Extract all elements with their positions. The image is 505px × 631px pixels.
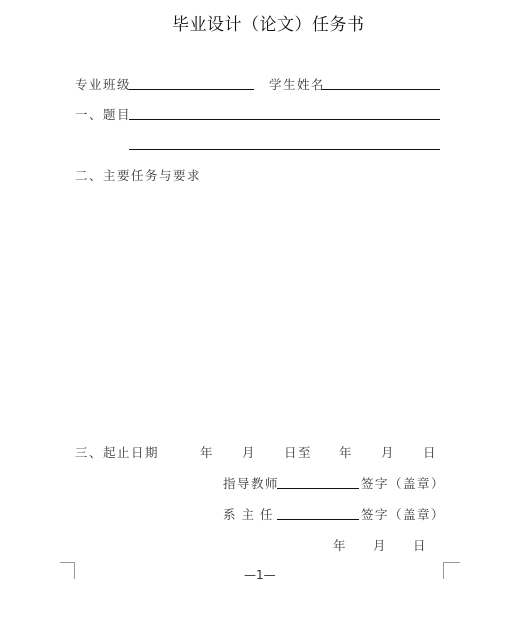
section-tasks-label: 二、主要任务与要求 <box>75 168 202 183</box>
dept-head-sign-label: 签字（盖章） <box>361 507 446 522</box>
right-margin-corner-mark <box>443 562 460 579</box>
dept-head-label: 系 主 任 <box>223 507 274 522</box>
page-number: —1— <box>244 568 276 582</box>
student-name-label: 学生姓名 <box>269 77 326 92</box>
dept-head-sign-line <box>277 519 359 520</box>
supervisor-label: 指导教师 <box>223 476 280 491</box>
document-title: 毕业设计（论文）任务书 <box>172 15 365 35</box>
sign-month-label: 月 <box>373 538 388 553</box>
start-day-to-label: 日至 <box>284 445 313 460</box>
student-name-field-line <box>322 89 440 90</box>
supervisor-sign-line <box>277 488 359 489</box>
topic-field-line-1 <box>129 119 440 120</box>
section-dates-label: 三、起止日期 <box>75 445 160 460</box>
end-day-label: 日 <box>423 445 438 460</box>
sign-day-label: 日 <box>413 538 428 553</box>
end-year-label: 年 <box>339 445 354 460</box>
sign-year-label: 年 <box>333 538 348 553</box>
major-class-label: 专业班级 <box>75 77 132 92</box>
start-year-label: 年 <box>200 445 215 460</box>
supervisor-sign-label: 签字（盖章） <box>361 476 446 491</box>
topic-field-line-2 <box>129 149 440 150</box>
start-month-label: 月 <box>242 445 257 460</box>
left-margin-corner-mark <box>60 562 75 579</box>
major-class-field-line <box>129 89 254 90</box>
end-month-label: 月 <box>381 445 396 460</box>
section-topic-label: 一、题目 <box>75 107 132 122</box>
